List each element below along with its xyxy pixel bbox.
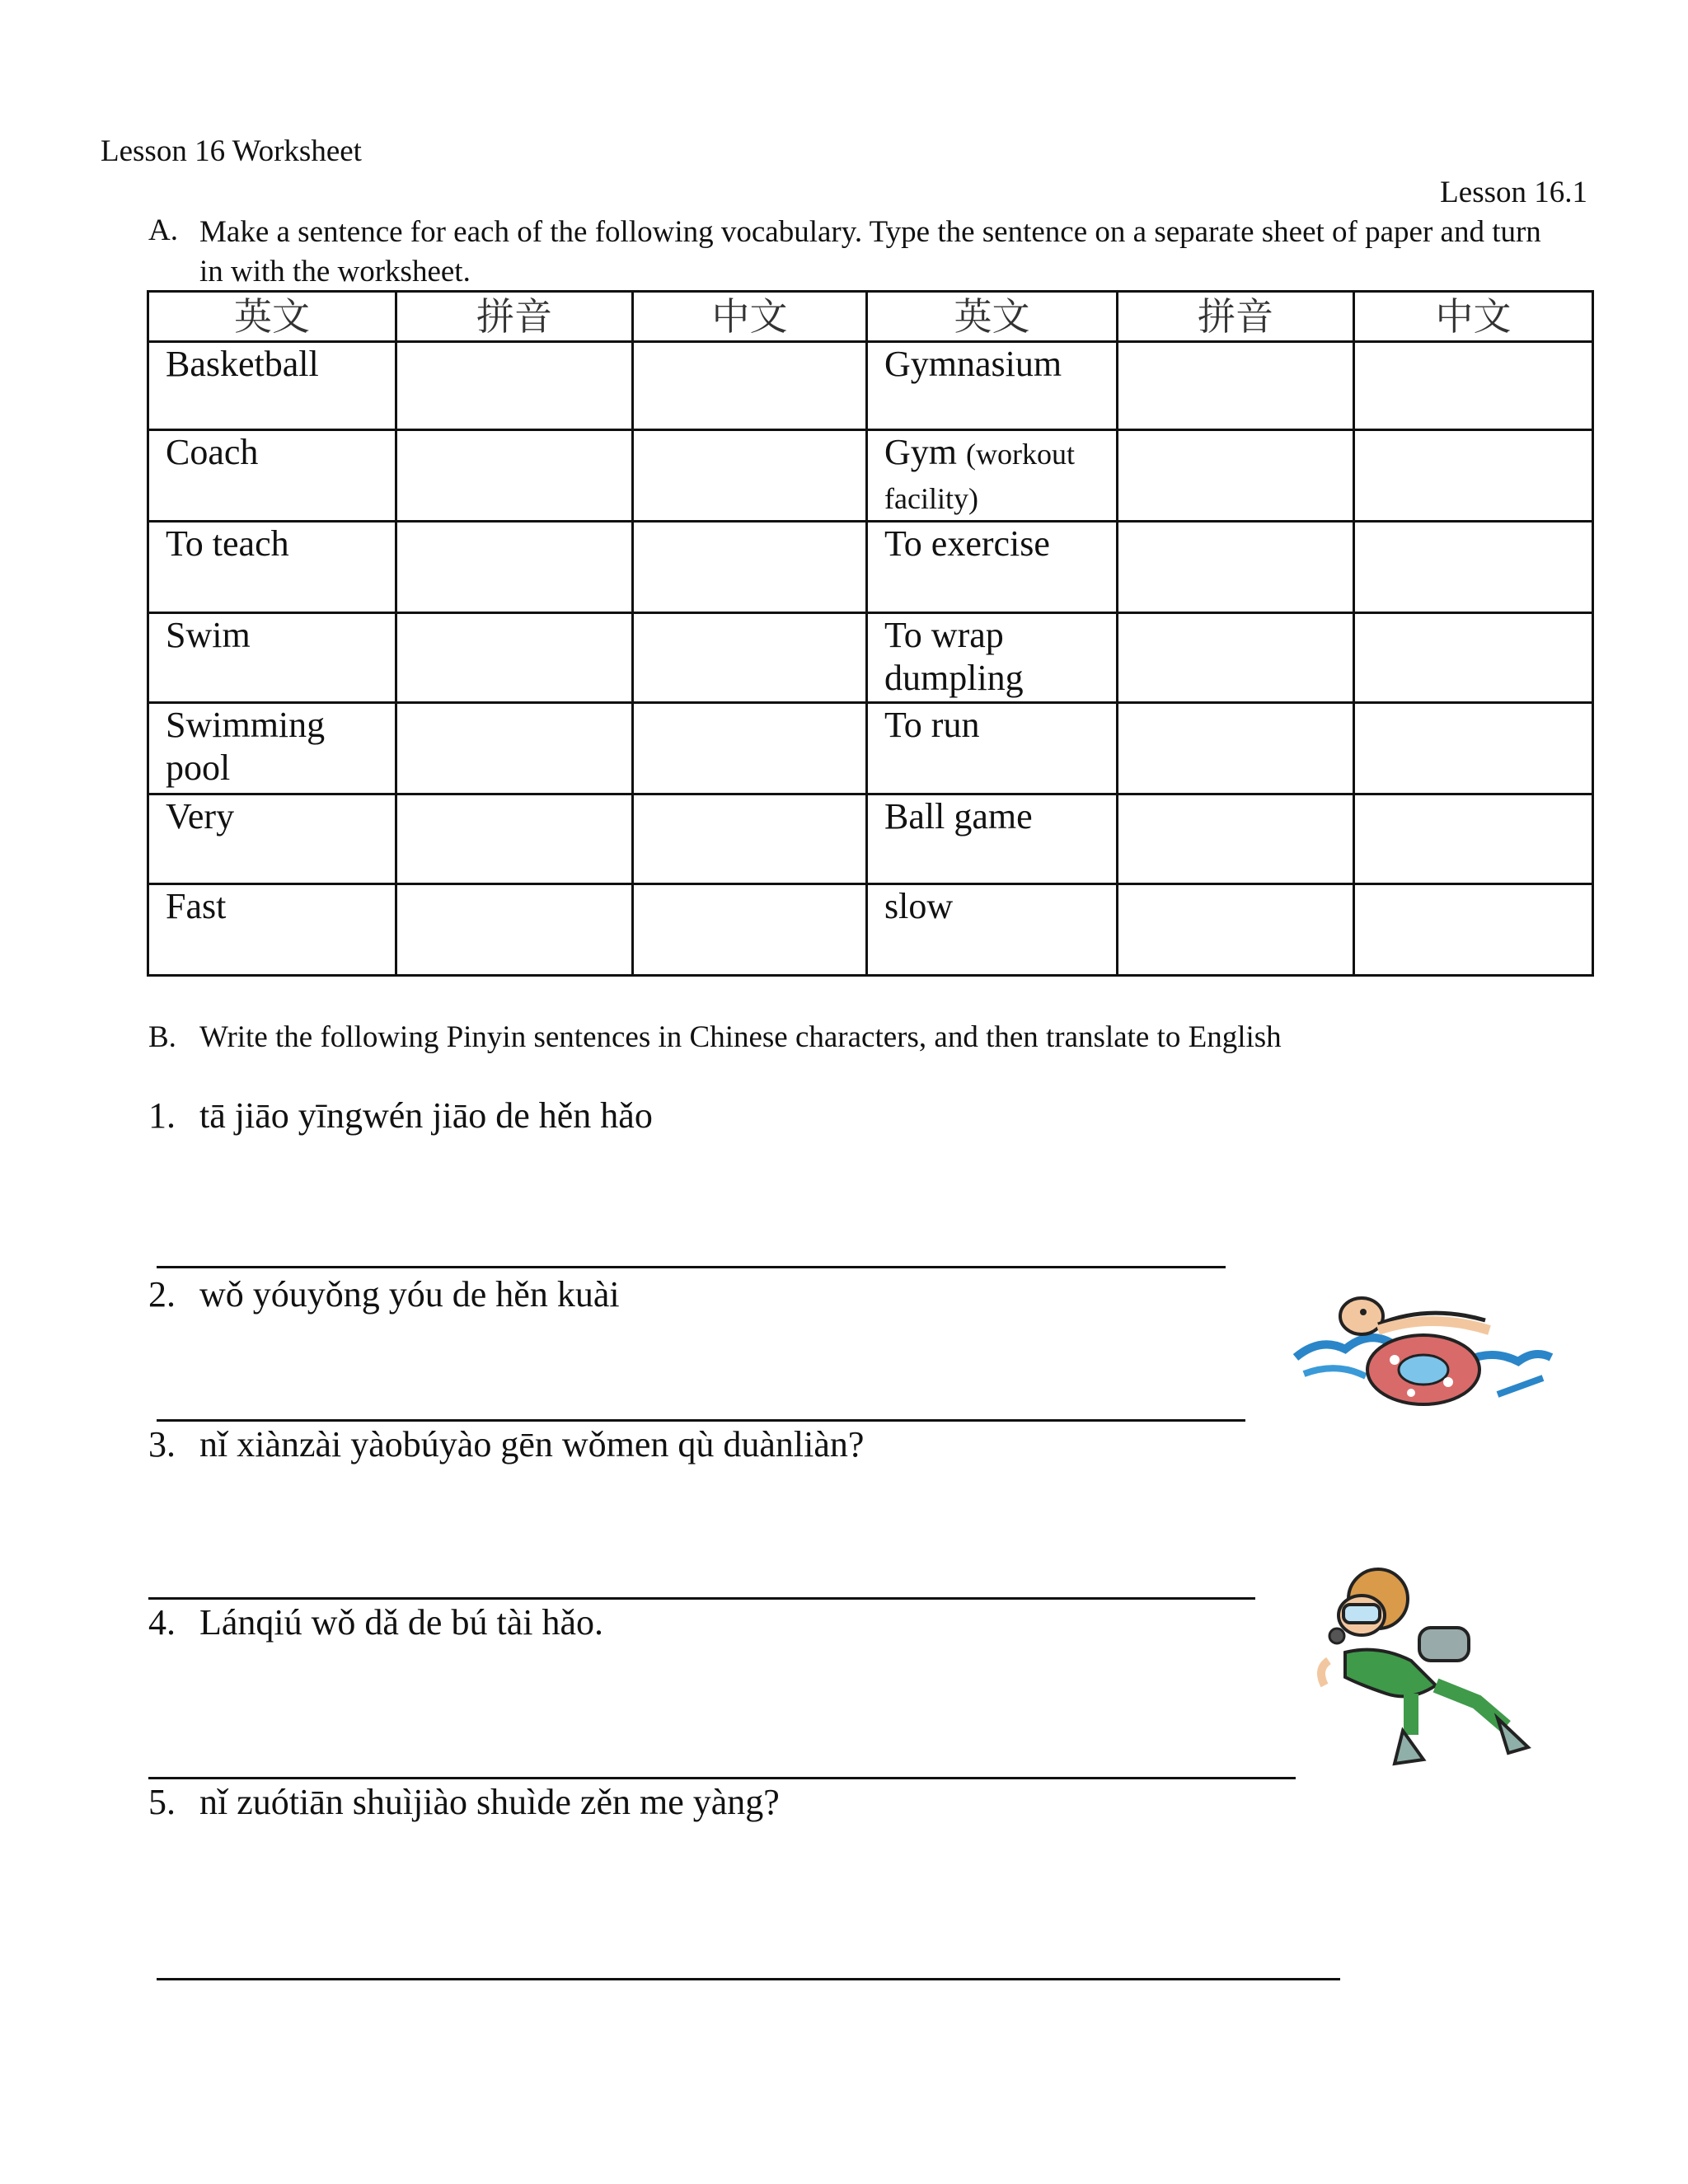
english-term-cell <box>148 613 396 703</box>
header-pinyin: 拼音 <box>1118 292 1354 342</box>
term-text: Swimming pool <box>166 705 326 788</box>
term-text: Coach <box>166 432 259 472</box>
term-text: Basketball <box>166 344 319 384</box>
chinese-answer-cell[interactable] <box>1354 342 1593 430</box>
english-term-cell <box>867 522 1118 613</box>
pinyin-answer-cell[interactable] <box>396 613 633 703</box>
pinyin-answer-cell[interactable] <box>396 522 633 613</box>
table-row <box>148 522 1593 613</box>
section-a-letter: A. <box>148 213 178 247</box>
term-text: To run <box>884 705 980 745</box>
answer-line[interactable] <box>148 1597 1255 1600</box>
term-text: Gym <box>884 432 957 472</box>
chinese-answer-cell[interactable] <box>633 342 867 430</box>
header-chinese: 中文 <box>1354 292 1593 342</box>
question-number: 2. <box>148 1274 176 1315</box>
question-number: 5. <box>148 1782 176 1822</box>
english-term-cell <box>867 342 1118 430</box>
term-text: To wrap dumpling <box>884 615 1024 698</box>
chinese-answer-cell[interactable] <box>633 522 867 613</box>
answer-line[interactable] <box>157 1266 1226 1268</box>
english-term-cell <box>148 703 396 794</box>
english-term-cell <box>867 884 1118 976</box>
chinese-answer-cell[interactable] <box>633 884 867 976</box>
chinese-answer-cell[interactable] <box>1354 884 1593 976</box>
english-term-cell <box>148 794 396 884</box>
term-text: To exercise <box>884 523 1050 564</box>
term-text: Ball game <box>884 796 1033 837</box>
table-header-row <box>148 292 1593 342</box>
table-row <box>148 342 1593 430</box>
question-number: 4. <box>148 1602 176 1643</box>
english-term-cell <box>148 522 396 613</box>
term-text: Fast <box>166 886 227 926</box>
pinyin-answer-cell[interactable] <box>1118 342 1354 430</box>
english-term-cell <box>867 703 1118 794</box>
question-pinyin: tā jiāo yīngwén jiāo de hěn hǎo <box>199 1095 653 1136</box>
chinese-answer-cell[interactable] <box>1354 794 1593 884</box>
question-pinyin: nǐ xiànzài yàobúyào gēn wǒmen qù duànliàn? <box>199 1424 865 1465</box>
term-text: Very <box>166 796 235 837</box>
section-b-letter: B. <box>148 1020 176 1054</box>
question-number: 1. <box>148 1095 176 1136</box>
pinyin-answer-cell[interactable] <box>396 430 633 522</box>
table-row <box>148 884 1593 976</box>
pinyin-answer-cell[interactable] <box>396 794 633 884</box>
term-text: slow <box>884 886 954 926</box>
pinyin-answer-cell[interactable] <box>1118 884 1354 976</box>
vocabulary-table <box>147 290 1594 977</box>
english-term-cell <box>867 794 1118 884</box>
header-pinyin: 拼音 <box>396 292 633 342</box>
question-pinyin: nǐ zuótiān shuìjiào shuìde zěn me yàng? <box>199 1782 780 1822</box>
term-note: (workout facility) <box>884 438 1075 515</box>
swimmer-illustration <box>1287 1279 1559 1419</box>
section-a-instruction: Make a sentence for each of the following vocabulary. Type the sentence on a separate sheet of paper and turn in with the worksheet. <box>199 215 1541 288</box>
pinyin-answer-cell[interactable] <box>396 342 633 430</box>
pinyin-answer-cell[interactable] <box>1118 703 1354 794</box>
pinyin-answer-cell[interactable] <box>396 703 633 794</box>
answer-line[interactable] <box>148 1777 1296 1779</box>
header-chinese: 中文 <box>633 292 867 342</box>
table-row <box>148 430 1593 522</box>
header-english: 英文 <box>867 292 1118 342</box>
english-term-cell <box>148 884 396 976</box>
pinyin-answer-cell[interactable] <box>396 884 633 976</box>
term-text: Gymnasium <box>884 344 1062 384</box>
term-text: To teach <box>166 523 289 564</box>
english-term-cell <box>867 613 1118 703</box>
table-row <box>148 703 1593 794</box>
section-b-instruction: Write the following Pinyin sentences in Chinese characters, and then translate to English <box>199 1020 1282 1054</box>
table-row <box>148 613 1593 703</box>
worksheet-title: Lesson 16 Worksheet <box>101 134 362 168</box>
pinyin-answer-cell[interactable] <box>1118 430 1354 522</box>
chinese-answer-cell[interactable] <box>1354 613 1593 703</box>
english-term-cell <box>148 430 396 522</box>
english-term-cell <box>148 342 396 430</box>
answer-line[interactable] <box>157 1978 1340 1980</box>
pinyin-answer-cell[interactable] <box>1118 794 1354 884</box>
chinese-answer-cell[interactable] <box>1354 430 1593 522</box>
pinyin-answer-cell[interactable] <box>1118 613 1354 703</box>
question-number: 3. <box>148 1424 176 1465</box>
chinese-answer-cell[interactable] <box>1354 703 1593 794</box>
chinese-answer-cell[interactable] <box>633 430 867 522</box>
chinese-answer-cell[interactable] <box>633 613 867 703</box>
table-row <box>148 794 1593 884</box>
chinese-answer-cell[interactable] <box>633 794 867 884</box>
scuba-diver-illustration <box>1312 1562 1535 1768</box>
chinese-answer-cell[interactable] <box>1354 522 1593 613</box>
term-text: Swim <box>166 615 251 655</box>
pinyin-answer-cell[interactable] <box>1118 522 1354 613</box>
chinese-answer-cell[interactable] <box>633 703 867 794</box>
english-term-cell <box>867 430 1118 522</box>
lesson-id: Lesson 16.1 <box>1440 176 1587 209</box>
header-english: 英文 <box>148 292 396 342</box>
question-pinyin: wǒ yóuyǒng yóu de hěn kuài <box>199 1274 620 1315</box>
question-pinyin: Lánqiú wǒ dǎ de bú tài hǎo. <box>199 1602 603 1643</box>
answer-line[interactable] <box>157 1419 1245 1422</box>
